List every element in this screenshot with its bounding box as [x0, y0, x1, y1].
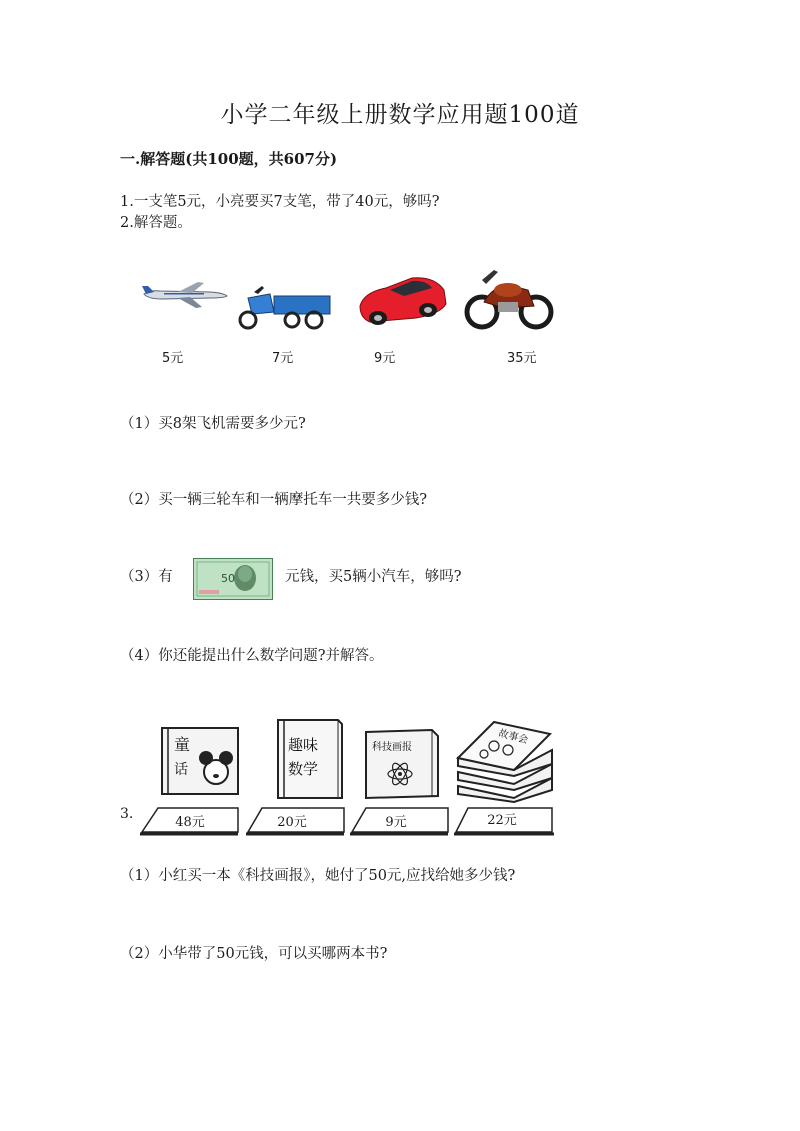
tricycle-image	[234, 282, 332, 330]
fairy-tale-title-1: 童	[174, 735, 191, 754]
airplane-price: 5元	[162, 351, 184, 366]
story-book-stack-image	[454, 716, 554, 804]
fun-math-price: 20元	[277, 815, 307, 830]
car-image	[356, 270, 448, 328]
page-title: 小学二年级上册数学应用题100道	[220, 102, 580, 128]
fairy-tale-title-2: 话	[174, 762, 188, 778]
question-2-part-4: （4）你还能提出什么数学问题?并解答。	[120, 648, 384, 664]
science-title: 科技画报	[372, 742, 412, 753]
motorcycle-image	[464, 262, 554, 332]
question-1: 1.一支笔5元，小亮要买7支笔，带了40元，够吗?	[120, 194, 440, 210]
story-title: 故事会	[497, 728, 530, 747]
airplane-image	[140, 280, 230, 310]
story-price: 22元	[487, 813, 517, 828]
tricycle-price: 7元	[272, 351, 294, 366]
fun-math-book-image	[272, 718, 344, 802]
question-3-part-1: （1）小红买一本《科技画报》，她付了50元,应找给她多少钱?	[120, 868, 516, 884]
question-2-part-2: （2）买一辆三轮车和一辆摩托车一共要多少钱?	[120, 492, 427, 508]
science-pictorial-book-image	[362, 728, 440, 800]
question-3-number: 3.	[120, 806, 134, 822]
question-3-part-2: （2）小华带了50元钱，可以买哪两本书?	[120, 946, 388, 962]
fun-math-title-2: 数学	[288, 760, 319, 778]
banknote-image	[193, 558, 273, 600]
science-price: 9元	[385, 815, 407, 830]
fairy-tale-price: 48元	[175, 815, 205, 830]
question-2-part-3-end: 元钱，买5辆小汽车，够吗?	[285, 569, 462, 585]
fairy-tale-book-image	[160, 726, 242, 798]
question-2-part-1: （1）买8架飞机需要多少元?	[120, 416, 306, 432]
fun-math-title-1: 趣味	[288, 736, 319, 754]
banknote-value: 50	[221, 572, 235, 585]
question-2-part-3-start: （3）有	[120, 569, 173, 585]
motorcycle-price: 35元	[507, 351, 537, 366]
section-heading: 一.解答题(共100题，共607分)	[120, 150, 338, 168]
question-2: 2.解答题。	[120, 215, 192, 231]
car-price: 9元	[374, 351, 396, 366]
